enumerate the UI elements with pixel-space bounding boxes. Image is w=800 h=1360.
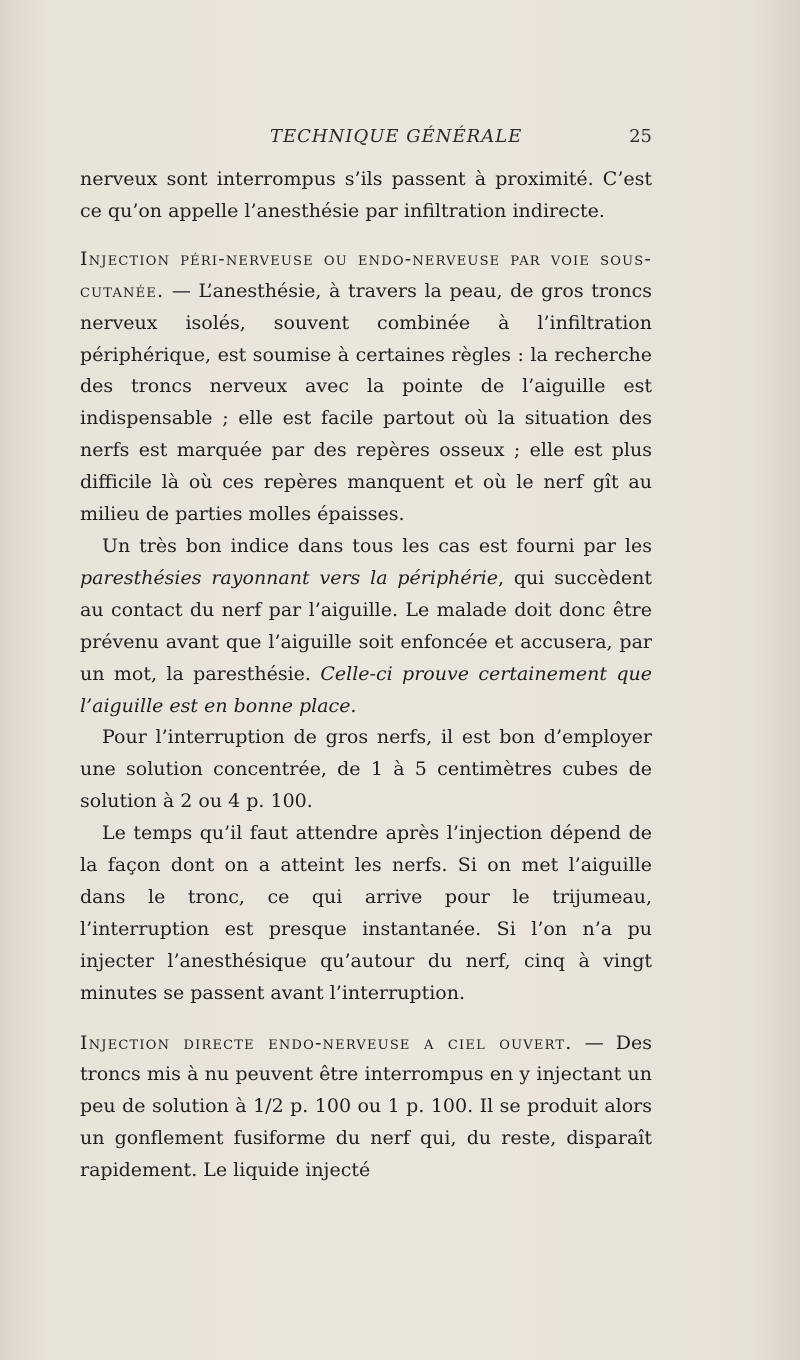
paragraph-4-text: Pour l’interruption de gros nerfs, il est bon d’employer une solution concentrée, de 1 à 5 centimètres cubes de solution à 2 ou 4 p. 100. (80, 726, 652, 813)
paragraph-5-text: Le temps qu’il faut attendre après l’injection dépend de la façon dont on a atteint les nerfs. Si on met l’aiguille dans le tronc, ce qui arrive pour le trijumeau, l’interruption est presque instantanée. Si l’on n’a pu injecter l’anesthésique qu’autour du nerf, cinq à vingt minutes se passent avant l’interruption. (80, 822, 652, 1004)
paragraph-3-italic-2: Celle-ci prouve certainement que l’aiguille est en bonne place. (80, 662, 652, 717)
paragraph-4 (80, 722, 652, 818)
paragraph-1-text: nerveux sont interrompus s’ils passent à proximité. C’est ce qu’on appelle l’anesthésie par infiltration indirecte. (80, 168, 652, 222)
paragraph-3 (80, 531, 652, 722)
paragraph-6 (80, 1028, 652, 1188)
paragraph-3-text-b: , qui succèdent au contact du nerf par l’aiguille. Le malade doit donc être prévenu avant que l’aiguille soit enfoncée et accusera, par un mot, la paresthésie. (80, 566, 653, 685)
paragraph-1 (80, 164, 652, 228)
paragraph-2 (80, 244, 652, 531)
paragraph-6-text: — Des troncs mis à nu peuvent être interrompus en y injectant un peu de solution à 1/2 p. 100 ou 1 p. 100. Il se produit alors un gonflement fusiforme du nerf qui, du reste, disparaît rapidement. Le liquide injecté (80, 1031, 652, 1182)
section-heading-2: Injection directe endo-nerveuse a ciel ouvert. (80, 1031, 573, 1054)
page-number: 25 (629, 126, 652, 147)
running-head: TECHNIQUE GÉNÉRALE (270, 126, 523, 147)
body-text (80, 164, 652, 1187)
page-header (80, 126, 652, 150)
paragraph-3-text-a: Un très bon indice dans tous les cas est fourni par les (102, 534, 652, 557)
paragraph-3-italic: paresthésies rayonnant vers la périphérie (80, 566, 498, 589)
section-heading-1: Injection péri-nerveuse ou endo-nerveuse par voie sous-cutanée. (80, 247, 652, 302)
paragraph-5 (80, 818, 652, 1009)
paragraph-2-text: — L’anesthésie, à travers la peau, de gros troncs nerveux isolés, souvent combinée à l’infiltration périphérique, est soumise à certaines règles : la recherche des troncs nerveux avec la pointe de l’aiguille est indispensable ; elle est facile partout où la situation des nerfs est marquée par des repères osseux ; elle est plus difficile là où ces repères manquent et où le nerf gît au milieu de parties molles épaisses. (80, 279, 652, 526)
